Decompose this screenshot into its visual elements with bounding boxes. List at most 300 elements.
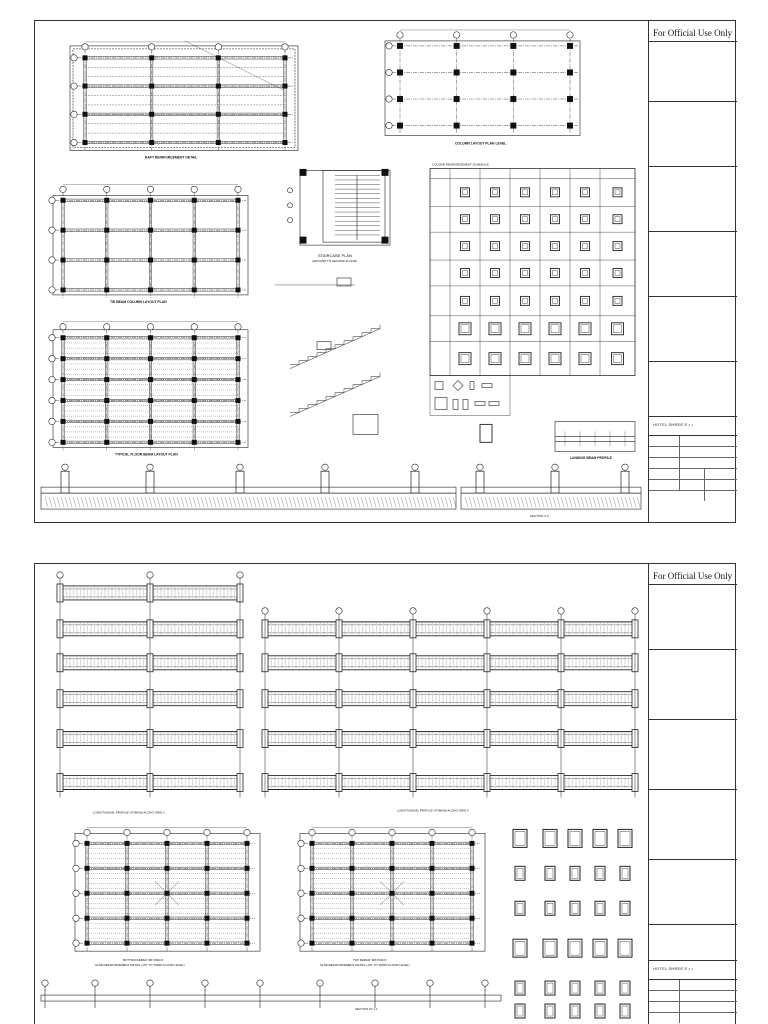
grid-line <box>245 497 248 507</box>
grid-line <box>69 497 72 507</box>
column-detail-tie <box>547 1006 553 1016</box>
column-mark <box>454 69 460 75</box>
column-section <box>519 353 531 365</box>
column-detail-tie <box>597 983 603 993</box>
grid-bubble <box>73 915 79 921</box>
grid-bubble <box>191 324 197 330</box>
grid-line <box>125 497 128 507</box>
column-section <box>491 215 500 224</box>
grid-line <box>301 497 304 507</box>
column-mark <box>567 96 573 102</box>
project-box <box>649 416 737 436</box>
column-details <box>513 829 632 1018</box>
grid-bubble <box>73 865 79 871</box>
grid-line <box>373 497 376 507</box>
column-mark <box>83 55 88 60</box>
column-mark <box>216 55 221 60</box>
column-section <box>459 323 471 335</box>
column-tie <box>553 271 558 276</box>
grid-line <box>625 497 628 507</box>
column-mark <box>390 916 395 921</box>
column-tie <box>491 355 499 363</box>
column-detail-tie <box>572 903 578 913</box>
drawing-sheet-2 <box>34 563 736 1024</box>
column-detail-tie <box>597 1006 603 1016</box>
column-mark <box>104 419 109 424</box>
grid-line <box>289 497 292 507</box>
column-section <box>581 215 590 224</box>
column-mark <box>454 123 460 129</box>
grid-bubble <box>215 44 221 50</box>
column-detail-tie <box>595 941 605 955</box>
grid-line <box>105 497 108 507</box>
column-section <box>461 296 470 305</box>
grid-line <box>57 497 60 507</box>
column-mark <box>125 916 130 921</box>
column-mark <box>454 96 460 102</box>
slab-top-label: TOP REBAR: 8Ø 150C/C <box>352 958 387 963</box>
long-profile-1-title: LONGITUDINAL PROFILE OF BEAM ALONG GRID 1 <box>93 810 165 815</box>
grid-line <box>149 497 152 507</box>
title-grid <box>649 980 737 1023</box>
column-stub <box>551 471 559 493</box>
grid-line <box>293 497 296 507</box>
grid-bubble <box>49 257 55 263</box>
grid-line <box>637 497 640 507</box>
grid-line <box>145 497 148 507</box>
column-detail-tie <box>622 983 628 993</box>
column-tie <box>583 271 588 276</box>
grid-bubble <box>429 829 435 835</box>
column-detail-tie <box>572 983 578 993</box>
column-mark <box>85 941 90 946</box>
column-detail-tie <box>517 868 523 878</box>
grid-line <box>201 497 204 507</box>
grid-bubble <box>71 55 77 61</box>
column-mark <box>192 258 197 263</box>
sheet-2-drawings <box>35 564 648 1024</box>
grid-line <box>609 497 612 507</box>
column-mark <box>245 891 250 896</box>
column-mark <box>148 228 153 233</box>
column-mark <box>148 419 153 424</box>
column-section <box>613 242 622 251</box>
column-mark <box>125 941 130 946</box>
grid-line <box>429 497 432 507</box>
column-mark <box>205 916 210 921</box>
grid-line <box>290 377 380 417</box>
column-section <box>613 296 622 305</box>
column-mark <box>300 169 307 176</box>
column-stub <box>476 471 484 493</box>
grid-bubble <box>349 829 355 835</box>
grid-bubble <box>57 572 63 578</box>
column-tie <box>463 244 468 249</box>
column-detail-tie <box>547 983 553 993</box>
tie-shape <box>453 399 458 409</box>
column-detail-tie <box>597 868 603 878</box>
grid-bubble <box>412 464 418 470</box>
column-tie <box>553 244 558 249</box>
tie-shape <box>463 399 468 409</box>
column-tie <box>461 355 469 363</box>
section-aa-title: SECTION AT 1-1 <box>354 1007 378 1012</box>
title-grid <box>649 436 737 501</box>
column-tie <box>521 325 529 333</box>
grid-line <box>121 497 124 507</box>
column-mark <box>104 198 109 203</box>
column-tie <box>583 244 588 249</box>
grid-bubble <box>237 464 243 470</box>
column-detail-tie <box>570 831 580 845</box>
grid-bubble <box>49 227 55 233</box>
grid-line <box>249 497 252 507</box>
grid-bubble <box>49 439 55 445</box>
grid-line <box>493 497 496 507</box>
column-mark <box>236 398 241 403</box>
grid-line <box>309 497 312 507</box>
column-mark <box>61 287 66 292</box>
column-mark <box>104 287 109 292</box>
grid-line <box>217 497 220 507</box>
column-section <box>521 242 530 251</box>
column-mark <box>61 440 66 445</box>
column-section <box>521 188 530 197</box>
grid-line <box>265 497 268 507</box>
tie-shape <box>482 384 492 388</box>
column-mark <box>236 419 241 424</box>
column-mark <box>510 96 516 102</box>
column-mark <box>125 841 130 846</box>
column-mark <box>430 941 435 946</box>
grid-bubble <box>147 324 153 330</box>
grid-bubble <box>397 32 403 38</box>
column-mark <box>245 941 250 946</box>
column-mark <box>61 258 66 263</box>
column-section <box>551 269 560 278</box>
beam-profile-right <box>262 608 638 798</box>
grid-bubble <box>257 980 263 986</box>
grid-line <box>45 497 48 507</box>
grid-line <box>225 497 228 507</box>
grid-line <box>349 497 352 507</box>
column-detail-tie <box>595 831 605 845</box>
column-detail-tie <box>572 868 578 878</box>
column-mark <box>567 123 573 129</box>
column-tie <box>523 244 528 249</box>
column-section <box>521 269 530 278</box>
grid-bubble <box>558 608 564 614</box>
column-mark <box>245 841 250 846</box>
column-tie <box>583 298 588 303</box>
detail-box <box>353 414 378 434</box>
column-mark <box>283 140 288 145</box>
column-mark <box>85 916 90 921</box>
grid-bubble <box>104 186 110 192</box>
column-mark <box>104 356 109 361</box>
official-use-label: For Official Use Only <box>653 28 733 38</box>
grid-line <box>237 497 240 507</box>
grid-line <box>473 497 476 507</box>
column-mark <box>61 419 66 424</box>
grid-line <box>381 497 384 507</box>
grid-bubble <box>510 32 516 38</box>
grid-bubble <box>282 44 288 50</box>
grid-line <box>369 497 372 507</box>
grid-bubble <box>386 69 392 75</box>
tie-shape <box>475 401 485 405</box>
column-section <box>461 188 470 197</box>
grid-line <box>557 497 560 507</box>
column-tie <box>491 325 499 333</box>
grid-line <box>81 497 84 507</box>
grid-line <box>589 497 592 507</box>
grid-line <box>133 497 136 507</box>
grid-line <box>409 497 412 507</box>
column-tie <box>521 355 529 363</box>
column-section <box>459 353 471 365</box>
column-tie <box>523 298 528 303</box>
column-layout-title: COLUMN LAYOUT PLAN LEVEL <box>455 141 507 146</box>
grid-bubble <box>298 865 304 871</box>
column-section <box>551 215 560 224</box>
grid-bubble <box>386 96 392 102</box>
title-block-2 <box>648 564 736 1024</box>
column-mark <box>205 866 210 871</box>
column-section <box>491 296 500 305</box>
grid-line <box>205 497 208 507</box>
grid-line <box>361 497 364 507</box>
grid-bubble <box>124 829 130 835</box>
grid-line <box>313 497 316 507</box>
column-section <box>489 353 501 365</box>
column-mark <box>236 335 241 340</box>
column-mark <box>397 123 403 129</box>
grid-line <box>489 497 492 507</box>
column-mark <box>148 335 153 340</box>
column-section <box>613 188 622 197</box>
column-mark <box>125 866 130 871</box>
grid-bubble <box>567 32 573 38</box>
column-detail-tie <box>517 983 523 993</box>
column-mark <box>236 356 241 361</box>
column-mark <box>104 258 109 263</box>
column-tie <box>615 244 620 249</box>
column-section <box>613 215 622 224</box>
grid-line <box>185 41 285 91</box>
column-section <box>549 353 561 365</box>
column-mark <box>245 916 250 921</box>
column-mark <box>430 916 435 921</box>
grid-line <box>221 497 224 507</box>
grid-line <box>469 497 472 507</box>
column-mark <box>104 335 109 340</box>
grid-line <box>593 497 596 507</box>
column-mark <box>300 237 307 244</box>
column-mark <box>148 198 153 203</box>
grid-line <box>561 497 564 507</box>
column-mark <box>382 237 389 244</box>
grid-line <box>269 497 272 507</box>
column-mark <box>85 866 90 871</box>
grid-line <box>177 497 180 507</box>
column-mark <box>148 287 153 292</box>
grid-line <box>621 497 624 507</box>
column-mark <box>85 891 90 896</box>
column-section <box>491 188 500 197</box>
grid-bubble <box>389 829 395 835</box>
column-mark <box>165 841 170 846</box>
grid-bubble <box>317 980 323 986</box>
column-section <box>551 188 560 197</box>
grid-bubble <box>309 829 315 835</box>
column-mark <box>236 228 241 233</box>
grid-line <box>209 497 212 507</box>
grid-line <box>285 497 288 507</box>
column-section <box>581 188 590 197</box>
column-mark <box>310 891 315 896</box>
grid-line <box>597 497 600 507</box>
grid-bubble <box>60 186 66 192</box>
column-section <box>461 242 470 251</box>
grid-bubble <box>82 44 88 50</box>
slab-bottom-label: BOTTOM REBAR: 8Ø 150C/C <box>122 958 164 963</box>
column-stub <box>61 471 69 493</box>
grid-line <box>417 497 420 507</box>
column-detail-tie <box>545 941 555 955</box>
grid-line <box>577 497 580 507</box>
grid-line <box>569 497 572 507</box>
column-tie <box>463 190 468 195</box>
column-detail-tie <box>570 941 580 955</box>
column-mark <box>192 228 197 233</box>
column-mark <box>192 377 197 382</box>
grid-bubble <box>453 32 459 38</box>
grid-line <box>517 497 520 507</box>
column-mark <box>397 96 403 102</box>
grid-bubble <box>71 139 77 145</box>
column-tie <box>523 190 528 195</box>
grid-line <box>101 497 104 507</box>
grid-bubble <box>92 980 98 986</box>
column-mark <box>148 377 153 382</box>
grid-line <box>385 497 388 507</box>
column-detail-tie <box>547 903 553 913</box>
grid-bubble <box>244 829 250 835</box>
column-section <box>581 296 590 305</box>
column-mark <box>510 69 516 75</box>
column-mark <box>350 891 355 896</box>
raft-reinforcement-plan <box>70 41 298 151</box>
column-mark <box>390 866 395 871</box>
grid-line <box>401 497 404 507</box>
grid-line <box>317 497 320 507</box>
column-mark <box>310 941 315 946</box>
column-section <box>521 296 530 305</box>
grid-bubble <box>60 324 66 330</box>
column-mark <box>236 198 241 203</box>
column-section <box>491 242 500 251</box>
column-mark <box>83 140 88 145</box>
column-mark <box>61 398 66 403</box>
column-section <box>551 242 560 251</box>
grid-line <box>573 497 576 507</box>
column-mark <box>61 356 66 361</box>
column-mark <box>236 440 241 445</box>
grid-bubble <box>298 915 304 921</box>
grid-line <box>549 497 552 507</box>
column-mark <box>148 440 153 445</box>
column-section <box>491 269 500 278</box>
tie-shape <box>435 397 447 409</box>
grid-bubble <box>164 829 170 835</box>
project-name: HOTEL SHREE’S • • <box>653 422 694 427</box>
grid-line <box>257 497 260 507</box>
grid-line <box>161 497 164 507</box>
grid-line <box>565 497 568 507</box>
column-mark <box>567 69 573 75</box>
staircase-subtitle: (GROUND TO SECOND FLOOR) <box>312 259 357 264</box>
grid-bubble <box>71 111 77 117</box>
grid-line <box>433 497 436 507</box>
grid-line <box>233 497 236 507</box>
grid-line <box>545 497 548 507</box>
column-mark <box>61 335 66 340</box>
column-tie <box>583 217 588 222</box>
typical-floor-beam-plan <box>49 322 248 450</box>
grid-line <box>117 497 120 507</box>
grid-bubble <box>386 43 392 49</box>
grid-line <box>253 497 256 507</box>
column-mark <box>350 916 355 921</box>
grid-bubble <box>298 840 304 846</box>
grid-bubble <box>148 44 154 50</box>
column-mark <box>192 356 197 361</box>
column-section <box>581 242 590 251</box>
grid-line <box>337 497 340 507</box>
column-detail-tie <box>515 941 525 955</box>
column-mark <box>192 398 197 403</box>
grid-bubble <box>552 464 558 470</box>
grid-bubble <box>73 940 79 946</box>
grid-bubble <box>410 608 416 614</box>
stair-section <box>275 278 380 434</box>
grid-line <box>197 497 200 507</box>
column-stub <box>146 471 154 493</box>
tie-beam-title: TIE BEAM COLUMN LAYOUT PLAN <box>110 299 167 304</box>
section-mark <box>288 203 293 208</box>
column-tie <box>614 325 622 333</box>
grid-line <box>345 497 348 507</box>
grid-line <box>585 497 588 507</box>
column-section <box>521 215 530 224</box>
grid-line <box>525 497 528 507</box>
column-section <box>461 215 470 224</box>
column-mark <box>397 69 403 75</box>
grid-line <box>377 497 380 507</box>
grid-bubble <box>484 608 490 614</box>
raft-title: RAFT REINFORCEMENT DETAIL <box>145 155 198 160</box>
grid-line <box>521 497 524 507</box>
column-section <box>579 353 591 365</box>
grid-line <box>477 497 480 507</box>
grid-line <box>281 497 284 507</box>
column-mark <box>470 941 475 946</box>
column-schedule-table <box>430 168 635 415</box>
column-tie <box>615 271 620 276</box>
sheet-1-drawing-area <box>35 21 648 522</box>
column-tie <box>551 355 559 363</box>
